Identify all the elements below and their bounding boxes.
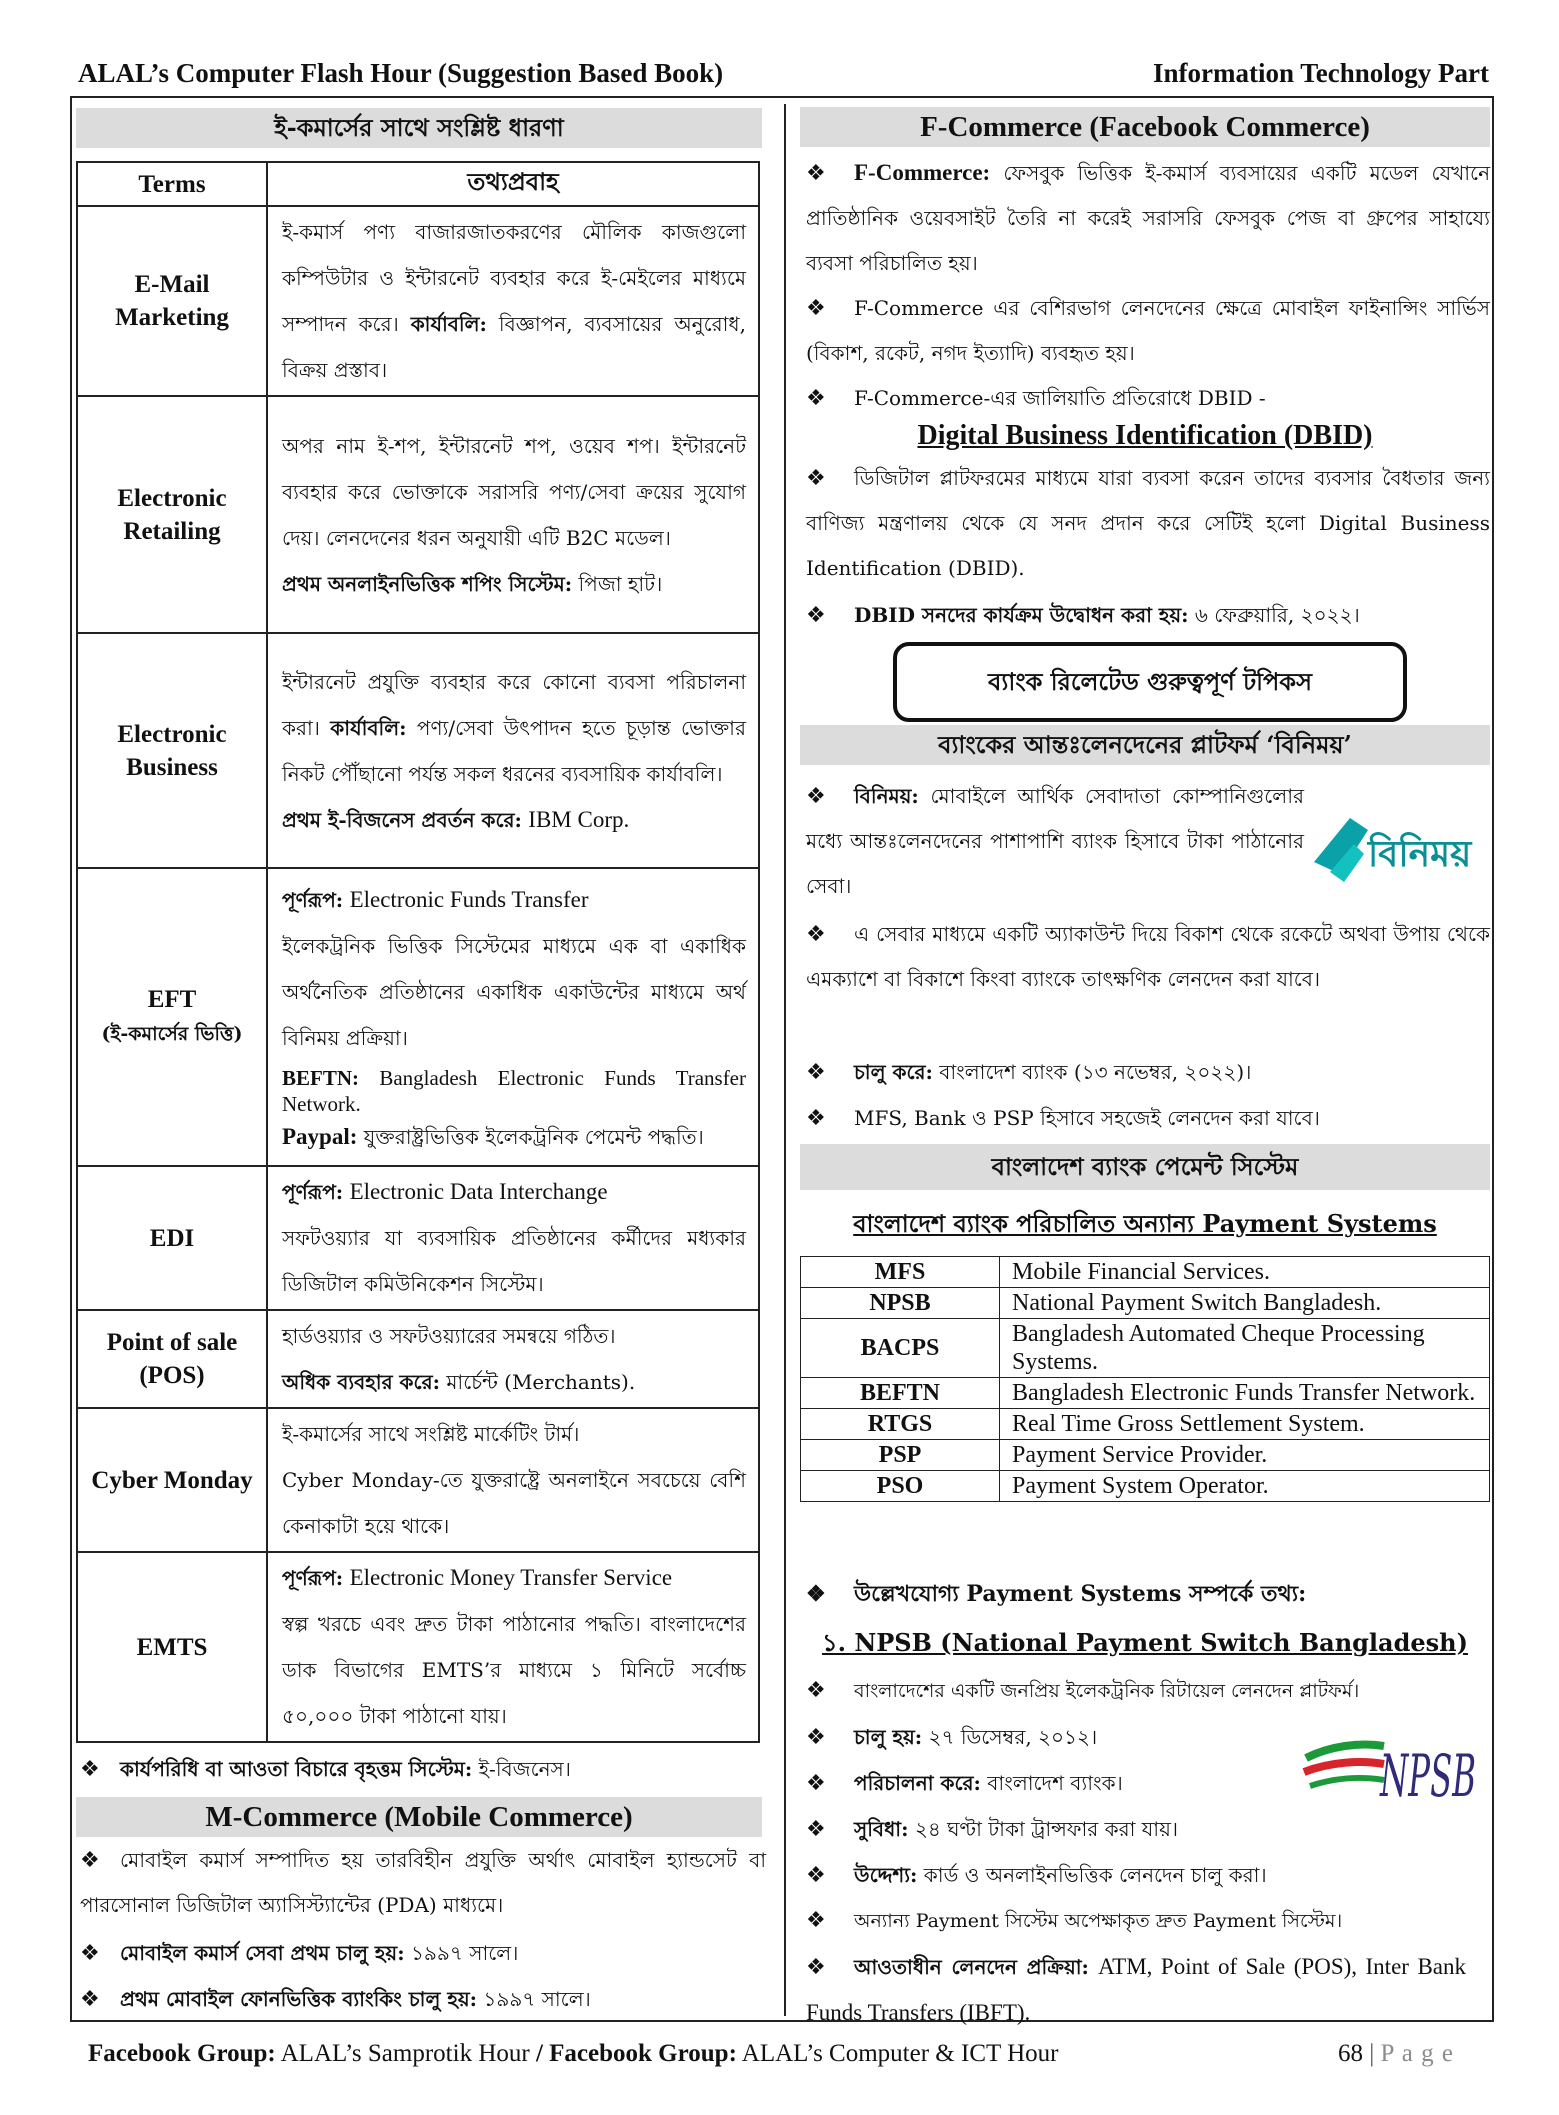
bullet-text: ১৯৯৭ সালে। (410, 1941, 519, 1965)
table-row (77, 633, 759, 868)
table-row (77, 1552, 759, 1742)
row-bold-label: পূর্ণরূপ: (282, 888, 344, 912)
row-text: ইলেকট্রনিক ভিত্তিক সিস্টেমের মাধ্যমে এক বা একাধিক অর্থনৈতিক প্রতিষ্ঠানের একাধিক একাউন্টের মাধ্যমে অর্থ বিনিময় প্রক্রিয়া। (282, 934, 746, 1050)
payment-systems-table (800, 1256, 1490, 1502)
npsb-logo (1300, 1712, 1480, 1822)
bullet-text: ATM, Point of Sale (POS), Inter Bank Funds Transfers (IBFT). (806, 1954, 1466, 2025)
npsb-bullet: ❖ বাংলাদেশের একটি জনপ্রিয় ইলেকট্রনিক রিটায়েল লেনদেন প্লাটফর্ম। (806, 1678, 1360, 1703)
bbps-title: বাংলাদেশ ব্যাংক পেমেন্ট সিস্টেম (800, 1144, 1490, 1190)
row-text: Cyber Monday-তে যুক্তরাষ্ট্রে অনলাইনে সবচেয়ে বেশি কেনাকাটা হয়ে থাকে। (282, 1468, 746, 1538)
row-text: Bangladesh Electronic Funds Transfer Network. (282, 1066, 746, 1116)
ps-code: BACPS (801, 1319, 1000, 1378)
bullet-text: F-Commerce এর বেশিরভাগ লেনদেনের ক্ষেত্রে মোবাইল ফাইনান্সিং সার্ভিস (বিকাশ, রকেট, নগদ ইত্যাদি) ব্যবহৃত হয়। (806, 296, 1490, 365)
table-row (801, 1378, 1490, 1409)
mcommerce-bullet: ❖ মোবাইল কমার্স সম্পাদিত হয় তারবিহীন প্রযুক্তি অর্থাৎ মোবাইল হ্যান্ডসেট বা পারসোনাল ডিজিটাল অ্যাসিস্ট্যান্টের (PDA) মাধ্যমে। (80, 1848, 766, 1917)
bullet-text: অন্যান্য Payment সিস্টেম অপেক্ষাকৃত দ্রুত Payment সিস্টেম। (854, 1910, 1343, 1932)
row-bold-label: প্রথম ই-বিজনেস প্রবর্তন করে: (282, 807, 522, 832)
table-row (801, 1319, 1490, 1378)
npsb-bullet: ❖ আওতাধীন লেনদেন প্রক্রিয়া: ATM, Point of Sale (POS), Inter Bank Funds Transfers (IBFT). (806, 1954, 1466, 2025)
binimoy-bullet: ❖ MFS, Bank ও PSP হিসাবে সহজেই লেনদেন করা যাবে। (806, 1106, 1320, 1131)
bullet-bold: প্রথম মোবাইল ফোনভিত্তিক ব্যাংকিং চালু হয়: (120, 1987, 477, 2011)
bullet-text: বাংলাদেশ ব্যাংক। (987, 1771, 1123, 1795)
mcommerce-bullet: ❖ মোবাইল কমার্স সেবা প্রথম চালু হয়: ১৯৯৭ সালে। (80, 1941, 519, 1966)
table-row (77, 396, 759, 633)
ps-code: PSP (801, 1440, 1000, 1471)
row-text: স্বল্প খরচে এবং দ্রুত টাকা পাঠানোর পদ্ধতি। বাংলাদেশের ডাক বিভাগের EMTS’র মাধ্যমে ১ মিনিটে সর্বোচ্চ ৫০,০০০ টাকা পাঠানো যায়। (282, 1612, 746, 1728)
row-bold-label: কার্যাবলি: (330, 715, 407, 740)
table-row (77, 868, 759, 1166)
npsb-bullet: ❖ সুবিধা: ২৪ ঘণ্টা টাকা ট্রান্সফার করা যায়। (806, 1817, 1179, 1842)
table-row (801, 1440, 1490, 1471)
page-number-value: 68 (1338, 2040, 1363, 2067)
npsb-bullet: ❖ অন্যান্য Payment সিস্টেম অপেক্ষাকৃত দ্রুত Payment সিস্টেম। (806, 1908, 1343, 1933)
fcommerce-bullet: ❖ F-Commerce এর বেশিরভাগ লেনদেনের ক্ষেত্রে মোবাইল ফাইনান্সিং সার্ভিস (বিকাশ, রকেট, নগদ ইত্যাদি) ব্যবহৃত হয়। (806, 296, 1490, 365)
page-number (1338, 2040, 1454, 2068)
ps-code: MFS (801, 1257, 1000, 1288)
bullet-bold: মোবাইল কমার্স সেবা প্রথম চালু হয়: (120, 1941, 405, 1965)
footer-separator: / (535, 2040, 543, 2067)
table-row (801, 1257, 1490, 1288)
bullet-bold: বিনিময়: (854, 784, 919, 808)
bullet-text: ই-বিজনেস। (478, 1757, 571, 1781)
bullet-text: ৬ ফেব্রুয়ারি, ২০২২। (1194, 603, 1360, 627)
term-cell (77, 868, 267, 1166)
bullet-text: ডিজিটাল প্লাটফরমের মাধ্যমে যারা ব্যবসা করেন তাদের ব্যবসার বৈধতার জন্য বাণিজ্য মন্ত্রণালয় থেকে যে সনদ প্রদান করে সেটিই হলো Digital Business Identification (DBID). (806, 466, 1490, 580)
ps-desc: Payment Service Provider. (1000, 1440, 1490, 1471)
bullet-bold: পরিচালনা করে: (854, 1771, 981, 1795)
bullet-text: ফেসবুক ভিত্তিক ই-কমার্স ব্যবসায়ের একটি মডেল যেখানে প্রাতিষ্ঠানিক ওয়েবসাইট তৈরি না করেই সরাসরি ফেসবুক পেজ বা গ্রুপের সাহায্যে ব্যবসা পরিচালিত হয়। (806, 161, 1491, 275)
row-text: ইন্টারনেট প্রযুক্তি ব্যবহার করে কোনো ব্যবসা পরিচালনা করা। (282, 669, 746, 740)
row-text: সফটওয়্যার যা ব্যবসায়িক প্রতিষ্ঠানের কর্মীদের মধ্যকার ডিজিটাল কমিউনিকেশন সিস্টেম। (282, 1226, 746, 1296)
term-cell: EDI (77, 1166, 267, 1310)
table-row (77, 1310, 759, 1408)
bullet-bold: চালু হয়: (854, 1725, 923, 1749)
bullet-text: কার্ড ও অনলাইনভিত্তিক লেনদেন চালু করা। (923, 1863, 1267, 1887)
row-text: Electronic Funds Transfer (349, 887, 589, 912)
bullet-text: মোবাইল কমার্স সম্পাদিত হয় তারবিহীন প্রযুক্তি অর্থাৎ মোবাইল হ্যান্ডসেট বা পারসোনাল ডিজিটাল অ্যাসিস্ট্যান্টের (PDA) মাধ্যমে। (80, 1848, 766, 1917)
bullet-text: ১৯৯৭ সালে। (483, 1987, 591, 2011)
binimoy-logo-icon (1310, 800, 1490, 890)
npsb-logo-icon (1300, 1712, 1480, 1822)
binimoy-logo-text: বিনিময় (1368, 834, 1472, 875)
row-bold-label: অধিক ব্যবহার করে: (282, 1370, 440, 1394)
scope-bullet: ❖ কার্যপরিধি বা আওতা বিচারে বৃহত্তম সিস্টেম: ই-বিজনেস। (80, 1757, 571, 1782)
npsb-bullet: ❖ পরিচালনা করে: বাংলাদেশ ব্যাংক। (806, 1771, 1123, 1796)
bbps-subtitle: বাংলাদেশ ব্যাংক পরিচালিত অন্যান্য Payment Systems (853, 1209, 1437, 1238)
row-bold-label: Paypal: (282, 1124, 358, 1149)
row-text: হার্ডওয়্যার ও সফটওয়্যারের সমন্বয়ে গঠিত। (282, 1324, 616, 1348)
table-row (77, 1408, 759, 1552)
ps-desc: Payment System Operator. (1000, 1471, 1490, 1502)
bullet-bold: কার্যপরিধি বা আওতা বিচারে বৃহত্তম সিস্টেম: (120, 1757, 473, 1781)
ps-code: BEFTN (801, 1378, 1000, 1409)
row-bold-label: পূর্ণরূপ: (282, 1566, 344, 1590)
fcommerce-bullet: ❖ F-Commerce-এর জালিয়াতি প্রতিরোধে DBID - (806, 386, 1266, 411)
term-cell: Electronic Business (77, 633, 267, 868)
dbid-title: Digital Business Identification (DBID) (917, 420, 1373, 451)
npsb-logo-text: NPSB (1378, 1742, 1476, 1810)
bullet-text: বাংলাদেশ ব্যাংক (১৩ নভেম্বর, ২০২২)। (939, 1060, 1252, 1084)
header-book-title: ALAL’s Computer Flash Hour (Suggestion Based Book) (78, 58, 724, 88)
bullet-text: মোবাইলে আর্থিক সেবাদাতা কোম্পানিগুলোর মধ্যে আন্তঃলেনদেনের পাশাপাশি ব্যাংক হিসাবে টাকা পাঠানোর সেবা। (806, 784, 1305, 898)
ps-code: NPSB (801, 1288, 1000, 1319)
row-text: মার্চেন্ট (Merchants). (446, 1370, 636, 1394)
ps-desc: National Payment Switch Bangladesh. (1000, 1288, 1490, 1319)
row-text: বিজ্ঞাপন, ব্যবসায়ের অনুরোধ, বিক্রয় প্রস্তাব। (282, 312, 746, 382)
row-bold-label: কার্যাবলি: (410, 312, 487, 336)
binimoy-bullet: ❖ এ সেবার মাধ্যমে একটি অ্যাকাউন্ট দিয়ে বিকাশ থেকে রকেটে অথবা উপায় থেকে এমক্যাশে বা বিকাশে কিংবা ব্যাংকে তাৎক্ষণিক লেনদেন করা যাবে। (806, 922, 1490, 991)
notable-heading: ❖ উল্লেখযোগ্য Payment Systems সম্পর্কে তথ্য: (806, 1581, 1307, 1607)
bullet-bold: DBID সনদের কার্যক্রম উদ্বোধন করা হয়: (854, 603, 1189, 627)
binimoy-title: ব্যাংকের আন্তঃলেনদেনের প্লাটফর্ম ‘বিনিময়’ (800, 725, 1490, 765)
bullet-text: ২৪ ঘণ্টা টাকা ট্রান্সফার করা যায়। (914, 1817, 1179, 1841)
row-bold-label: পূর্ণরূপ: (282, 1180, 344, 1204)
ps-desc: Bangladesh Electronic Funds Transfer Network. (1000, 1378, 1490, 1409)
row-text: পণ্য/সেবা উৎপাদন হতে চূড়ান্ত ভোক্তার নিকট পৌঁছানো পর্যন্ত সকল ধরনের ব্যবসায়িক কার্যাবলি। (282, 715, 746, 786)
row-text: Electronic Money Transfer Service (349, 1565, 673, 1590)
fcommerce-title: F-Commerce (Facebook Commerce) (800, 107, 1490, 147)
ps-desc: Bangladesh Automated Cheque Processing Systems. (1000, 1319, 1490, 1378)
ps-code: RTGS (801, 1409, 1000, 1440)
npsb-bullet: ❖ চালু হয়: ২৭ ডিসেম্বর, ২০১২। (806, 1725, 1098, 1750)
notable-text: উল্লেখযোগ্য Payment Systems সম্পর্কে তথ্য: (854, 1581, 1307, 1607)
term-label: EFT (147, 986, 197, 1013)
ps-desc: Real Time Gross Settlement System. (1000, 1409, 1490, 1440)
ecommerce-terms-table (76, 161, 760, 1743)
footer-label: Facebook Group: (549, 2040, 737, 2067)
row-text: পিজা হাট। (578, 571, 663, 596)
table-row (801, 1471, 1490, 1502)
bank-topics-box: ব্যাংক রিলেটেড গুরুত্বপূর্ণ টপিকস (893, 642, 1407, 722)
term-cell: Point of sale (POS) (77, 1310, 267, 1408)
row-text: যুক্তরাষ্ট্রভিত্তিক ইলেকট্রনিক পেমেন্ট পদ্ধতি। (363, 1125, 704, 1149)
dbid-bullet: ❖ DBID সনদের কার্যক্রম উদ্বোধন করা হয়: ৬ ফেব্রুয়ারি, ২০২২। (806, 603, 1360, 628)
row-text: অপর নাম ই-শপ, ইন্টারনেট শপ, ওয়েব শপ। ইন্টারনেট ব্যবহার করে ভোক্তাকে সরাসরি পণ্য/সেবা ক্রয়ের সুযোগ দেয়। লেনদেনের ধরন অনুযায়ী এটি B2C মডেল। (282, 433, 746, 550)
bullet-text: MFS, Bank ও PSP হিসাবে সহজেই লেনদেন করা যাবে। (854, 1106, 1320, 1130)
table-row (801, 1288, 1490, 1319)
table-row (801, 1409, 1490, 1440)
ecommerce-concepts-title: ই-কমার্সের সাথে সংশ্লিষ্ট ধারণা (76, 108, 762, 148)
terms-header: Terms (77, 162, 267, 206)
footer-group-link[interactable]: ALAL’s Computer & ICT Hour (741, 2040, 1059, 2067)
column-divider (784, 104, 786, 2016)
mcommerce-title: M-Commerce (Mobile Commerce) (76, 1797, 762, 1837)
row-bold-label: BEFTN: (282, 1066, 360, 1090)
bullet-bold: চালু করে: (854, 1060, 933, 1084)
page-separator: | (1369, 2040, 1375, 2067)
term-cell: Electronic Retailing (77, 396, 267, 633)
dbid-bullet: ❖ ডিজিটাল প্লাটফরমের মাধ্যমে যারা ব্যবসা করেন তাদের ব্যবসার বৈধতার জন্য বাণিজ্য মন্ত্রণালয় থেকে যে সনদ প্রদান করে সেটিই হলো Digital Business Identification (DBID). (806, 466, 1490, 580)
bullet-bold: আওতাধীন লেনদেন প্রক্রিয়া: (854, 1955, 1089, 1979)
npsb-bullet: ❖ উদ্দেশ্য: কার্ড ও অনলাইনভিত্তিক লেনদেন চালু করা। (806, 1863, 1267, 1888)
binimoy-logo (1310, 800, 1490, 890)
page-word: P a g e (1380, 2040, 1454, 2067)
term-cell: Cyber Monday (77, 1408, 267, 1552)
header-section-title: Information Technology Part (1152, 58, 1489, 88)
bullet-bold: সুবিধা: (854, 1817, 909, 1841)
row-text: IBM Corp. (528, 806, 630, 832)
mcommerce-bullet: ❖ প্রথম মোবাইল ফোনভিত্তিক ব্যাংকিং চালু হয়: ১৯৯৭ সালে। (80, 1987, 591, 2012)
fcommerce-bullet: ❖ F-Commerce: ফেসবুক ভিত্তিক ই-কমার্স ব্যবসায়ের একটি মডেল যেখানে প্রাতিষ্ঠানিক ওয়েবসাইট তৈরি না করেই সরাসরি ফেসবুক পেজ বা গ্রুপের সাহায্যে ব্যবসা পরিচালিত হয়। (806, 160, 1491, 275)
term-cell: E-Mail Marketing (77, 206, 267, 396)
binimoy-bullet: ❖ বিনিময়: মোবাইলে আর্থিক সেবাদাতা কোম্পানিগুলোর মধ্যে আন্তঃলেনদেনের পাশাপাশি ব্যাংক হিসাবে টাকা পাঠানোর সেবা। (806, 784, 1305, 898)
npsb-title: ১. NPSB (National Payment Switch Bangladesh) (822, 1628, 1468, 1657)
row-text: Electronic Data Interchange (349, 1179, 608, 1204)
footer-label: Facebook Group: (88, 2040, 276, 2067)
term-sublabel: (ই-কমার্সের ভিত্তি) (101, 1023, 243, 1045)
row-bold-label: প্রথম অনলাইনভিত্তিক শপিং সিস্টেম: (282, 571, 573, 596)
bullet-text: F-Commerce-এর জালিয়াতি প্রতিরোধে DBID - (854, 386, 1266, 410)
table-row (77, 206, 759, 396)
bullet-text: ২৭ ডিসেম্বর, ২০১২। (928, 1725, 1098, 1749)
footer-group-link[interactable]: ALAL’s Samprotik Hour (280, 2040, 530, 2067)
row-text: ই-কমার্সের সাথে সংশ্লিষ্ট মার্কেটিং টার্ম। (282, 1422, 580, 1446)
footer-links (88, 2040, 1058, 2068)
ps-code: PSO (801, 1471, 1000, 1502)
table-row (77, 1166, 759, 1310)
row-text: ই-কমার্স পণ্য বাজারজাতকরণের মৌলিক কাজগুলো কম্পিউটার ও ইন্টারনেট ব্যবহার করে ই-মেইলের মাধ্যমে সম্পাদন করে। (282, 220, 746, 336)
bullet-text: বাংলাদেশের একটি জনপ্রিয় ইলেকট্রনিক রিটায়েল লেনদেন প্লাটফর্ম। (854, 1680, 1360, 1702)
binimoy-bullet: ❖ চালু করে: বাংলাদেশ ব্যাংক (১৩ নভেম্বর, ২০২২)। (806, 1060, 1252, 1085)
bullet-bold: F-Commerce: (854, 160, 991, 185)
info-header: তথ্যপ্রবাহ (267, 162, 759, 206)
bullet-bold: উদ্দেশ্য: (854, 1863, 918, 1887)
term-cell: EMTS (77, 1552, 267, 1742)
ps-desc: Mobile Financial Services. (1000, 1257, 1490, 1288)
bullet-text: এ সেবার মাধ্যমে একটি অ্যাকাউন্ট দিয়ে বিকাশ থেকে রকেটে অথবা উপায় থেকে এমক্যাশে বা বিকাশে কিংবা ব্যাংকে তাৎক্ষণিক লেনদেন করা যাবে। (806, 922, 1490, 991)
